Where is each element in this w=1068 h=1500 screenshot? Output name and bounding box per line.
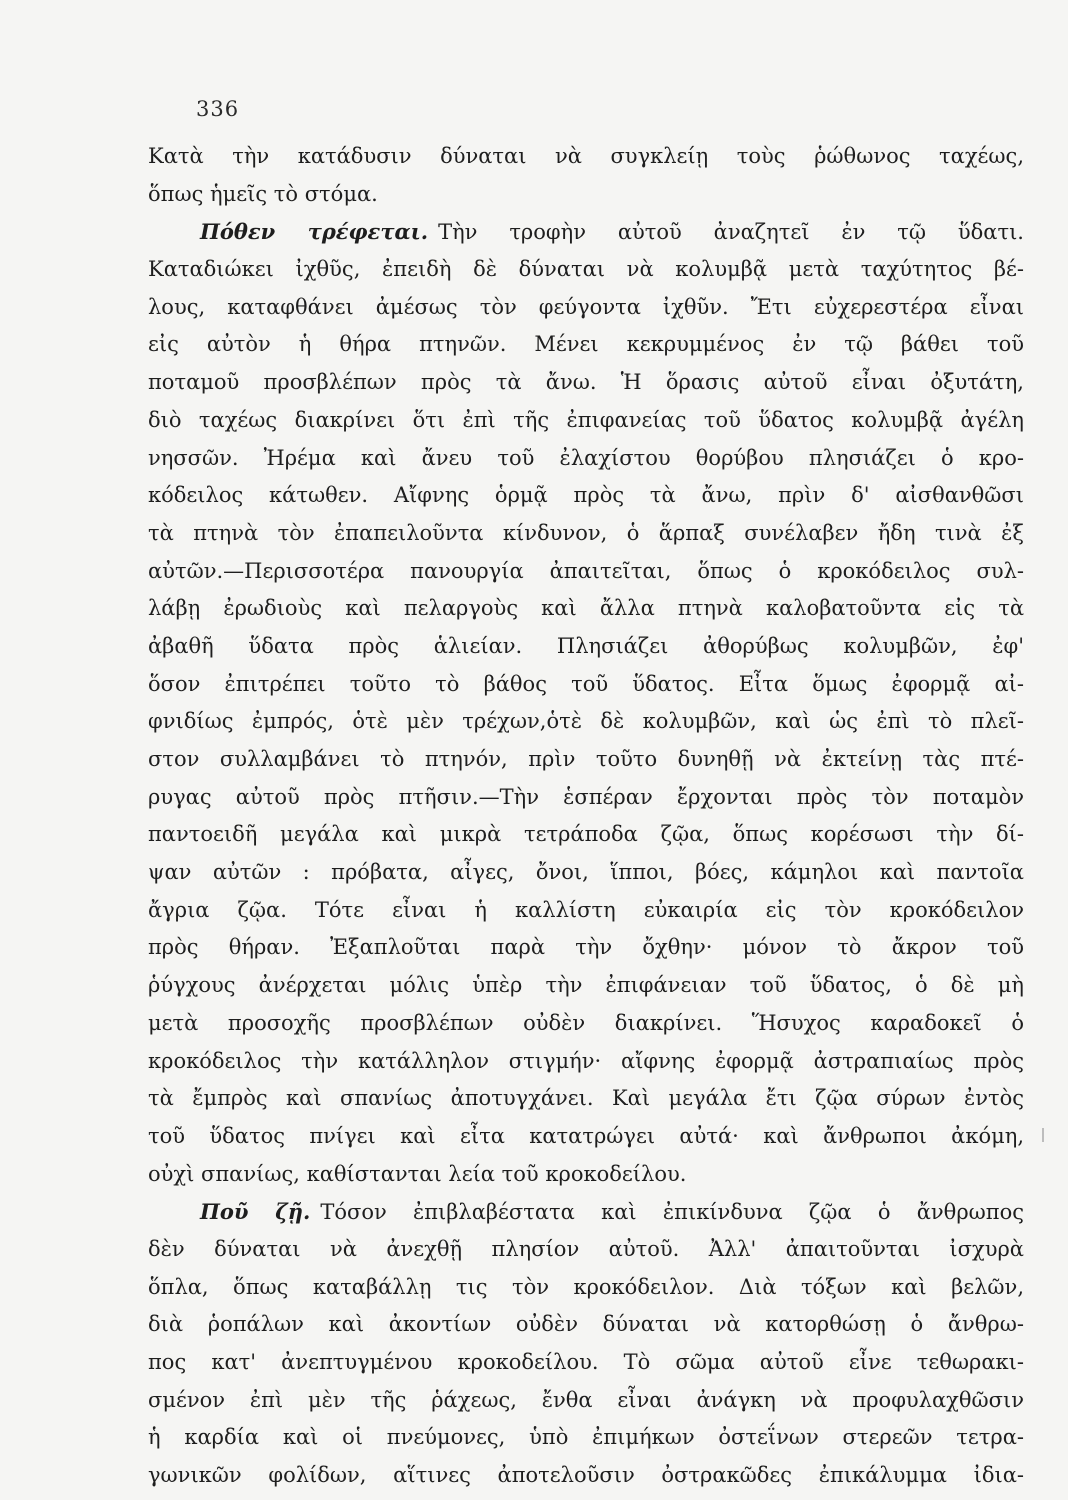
text-line-with-heading — [148, 1193, 1024, 1231]
text-line: Τὴν τροφὴν αὐτοῦ ἀναζητεῖ ἐν τῷ ὕδατι. — [438, 220, 1024, 245]
text-line: νησσῶν. Ἠρέμα καὶ ἄνευ τοῦ ἐλαχίστου θορύβου πλησιάζει ὁ κρο- — [148, 445, 1024, 470]
text-line: ῥύγχους ἀνέρχεται μόλις ὑπὲρ τὴν ἐπιφάνειαν τοῦ ὕδατος, ὁ δὲ μὴ — [148, 973, 1024, 998]
text-line: πος κατ' ἀνεπτυγμένου κροκοδείλου. Τὸ σῶμα αὐτοῦ εἶνε τεθωρακι- — [148, 1350, 1024, 1374]
section-heading-feeding: Πόθεν τρέφεται. — [200, 219, 429, 245]
page-number: 336 — [196, 97, 240, 121]
body-text — [148, 138, 1024, 1495]
text-line: φνιδίως ἐμπρός, ὁτὲ μὲν τρέχων,ὁτὲ δὲ κολυμβῶν, καὶ ὡς ἐπὶ τὸ πλεῖ- — [148, 709, 1024, 734]
text-line: ποταμοῦ προσβλέπων πρὸς τὰ ἄνω. Ἡ ὅρασις αὐτοῦ εἶναι ὀξυτάτη, — [148, 370, 1024, 395]
text-line: τὰ ἔμπρὸς καὶ σπανίως ἀποτυγχάνει. Καὶ μεγάλα ἔτι ζῷα σύρων ἐντὸς — [148, 1086, 1024, 1111]
text-line: αὐτῶν.—Περισσοτέρα πανουργία ἀπαιτεῖται, ὅπως ὁ κροκόδειλος συλ- — [148, 558, 1024, 583]
text-line: διὰ ῥοπάλων καὶ ἀκοντίων οὐδὲν δύναται νὰ κατορθώσῃ ὁ ἄνθρω- — [148, 1312, 1024, 1337]
text-line: ὅσον ἐπιτρέπει τοῦτο τὸ βάθος τοῦ ὕδατος. Εἶτα ὅμως ἐφορμᾷ αἰ- — [148, 671, 1024, 696]
text-line: γωνικῶν φολίδων, αἵτινες ἀποτελοῦσιν ὀστρακῶδες ἐπικάλυμμα ἰδια- — [148, 1463, 1024, 1488]
margin-mark — [1042, 1128, 1044, 1142]
text-line-with-heading — [148, 213, 1024, 251]
text-line: μετὰ προσοχῆς προσβλέπων οὐδὲν διακρίνει. Ἥσυχος καραδοκεῖ ὁ — [148, 1010, 1024, 1035]
text-line: παντοειδῆ μεγάλα καὶ μικρὰ τετράποδα ζῷα, ὅπως κορέσωσι τὴν δί- — [148, 822, 1024, 847]
text-line: λους, καταφθάνει ἀμέσως τὸν φεύγοντα ἰχθῦν. Ἔτι εὐχερεστέρα εἶναι — [148, 294, 1024, 319]
text-line: ἀβαθῆ ὕδατα πρὸς ἁλιείαν. Πλησιάζει ἀθορύβως κολυμβῶν, ἐφ' — [148, 633, 1024, 658]
text-line: ἄγρια ζῷα. Τότε εἶναι ἡ καλλίστη εὐκαιρία εἰς τὸν κροκόδειλον — [148, 897, 1024, 922]
text-line: Κατὰ τὴν κατάδυσιν δύναται νὰ συγκλείῃ τοὺς ῥώθωνος ταχέως, — [148, 144, 1024, 168]
text-line: Τόσον ἐπιβλαβέστατα καὶ ἐπικίνδυνα ζῷα ὁ ἄνθρωπος — [320, 1200, 1024, 1225]
text-line: ρυγας αὐτοῦ πρὸς πτῆσιν.—Τὴν ἑσπέραν ἔρχονται πρὸς τὸν ποταμὸν — [148, 784, 1024, 809]
text-line: δὲν δύναται νὰ ἀνεχθῇ πλησίον αὐτοῦ. Ἀλλ' ἀπαιτοῦνται ἰσχυρὰ — [148, 1236, 1024, 1261]
text-line: ὅπως ἡμεῖς τὸ στόμα. — [148, 181, 378, 206]
text-line: ὅπλα, ὅπως καταβάλλῃ τις τὸν κροκόδειλον. Διὰ τόξων καὶ βελῶν, — [148, 1274, 1024, 1299]
text-line: διὸ ταχέως διακρίνει ὅτι ἐπὶ τῆς ἐπιφανείας τοῦ ὕδατος κολυμβᾷ ἀγέλη — [148, 407, 1024, 432]
text-line: λάβῃ ἐρωδιοὺς καὶ πελαργοὺς καὶ ἄλλα πτηνὰ καλοβατοῦντα εἰς τὰ — [148, 596, 1024, 621]
text-line: πρὸς θήραν. Ἐξαπλοῦται παρὰ τὴν ὄχθην· μόνον τὸ ἄκρον τοῦ — [148, 935, 1024, 960]
text-line: σμένον ἐπὶ μὲν τῆς ῥάχεως, ἔνθα εἶναι ἀνάγκη νὰ προφυλαχθῶσιν — [148, 1387, 1024, 1412]
text-line: εἰς αὐτὸν ἡ θήρα πτηνῶν. Μένει κεκρυμμένος ἐν τῷ βάθει τοῦ — [148, 332, 1024, 357]
text-line: Καταδιώκει ἰχθῦς, ἐπειδὴ δὲ δύναται νὰ κολυμβᾷ μετὰ ταχύτητος βέ- — [148, 257, 1024, 282]
text-line: κόδειλος κάτωθεν. Αἴφνης ὁρμᾷ πρὸς τὰ ἄνω, πρὶν δ' αἰσθανθῶσι — [148, 483, 1024, 508]
text-line: κροκόδειλος τὴν κατάλληλον στιγμήν· αἴφνης ἐφορμᾷ ἀστραπιαίως πρὸς — [148, 1048, 1024, 1073]
text-line: ἡ καρδία καὶ οἱ πνεύμονες, ὑπὸ ἐπιμήκων ὀστεΐνων στερεῶν τετρα- — [148, 1425, 1024, 1450]
text-line: τὰ πτηνὰ τὸν ἐπαπειλοῦντα κίνδυνον, ὁ ἅρπαξ συνέλαβεν ἤδη τινὰ ἐξ — [148, 520, 1024, 545]
text-line: στον συλλαμβάνει τὸ πτηνόν, πρὶν τοῦτο δυνηθῇ νὰ ἐκτείνῃ τὰς πτέ- — [148, 747, 1024, 771]
text-line: τοῦ ὕδατος πνίγει καὶ εἶτα κατατρώγει αὐτά· καὶ ἄνθρωποι ἀκόμη, — [148, 1123, 1024, 1148]
section-heading-habitat: Ποῦ ζῇ. — [200, 1199, 311, 1225]
text-line: οὐχὶ σπανίως, καθίστανται λεία τοῦ κροκοδείλου. — [148, 1161, 687, 1186]
text-line: ψαν αὐτῶν : πρόβατα, αἶγες, ὄνοι, ἵπποι, βόες, κάμηλοι καὶ παντοῖα — [148, 860, 1024, 885]
